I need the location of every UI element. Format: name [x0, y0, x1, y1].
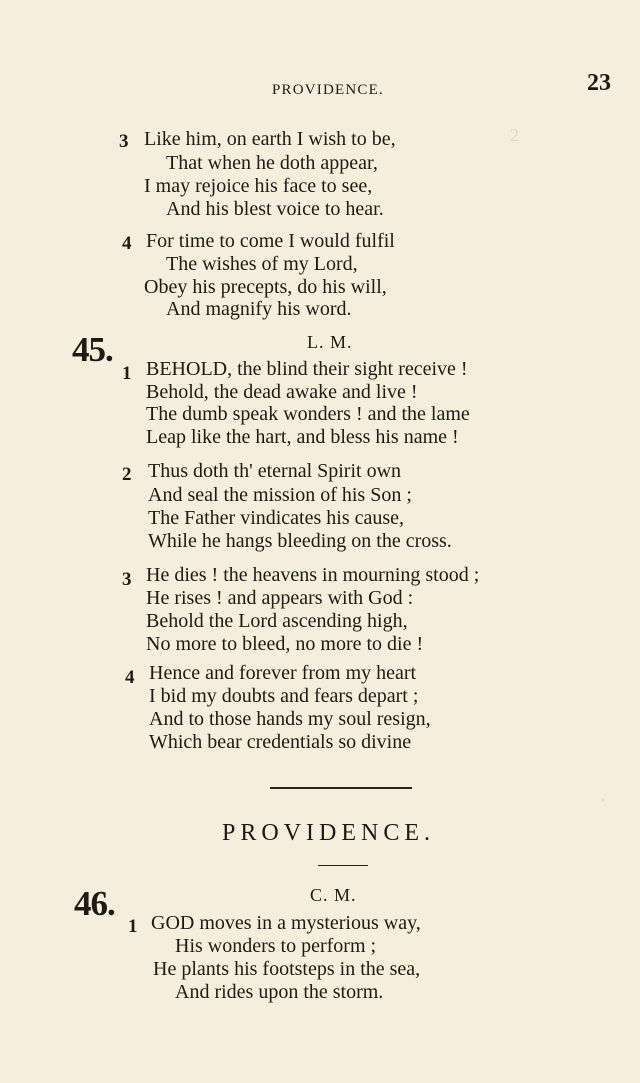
- verse-line: I bid my doubts and fears depart ;: [149, 685, 419, 707]
- verse-line: And his blest voice to hear.: [166, 198, 384, 220]
- verse-line: He rises ! and appears with God :: [146, 587, 414, 609]
- bleed-through-mark: 2: [510, 125, 519, 145]
- verse-line: That when he doth appear,: [166, 152, 378, 174]
- verse-line: Like him, on earth I wish to be,: [144, 128, 396, 150]
- verse-line: GOD moves in a mysterious way,: [151, 912, 421, 934]
- verse-line: Obey his precepts, do his will,: [144, 276, 387, 298]
- meter-label: L. M.: [307, 332, 353, 352]
- heading-rule: [318, 865, 368, 866]
- verse-line: BEHOLD, the blind their sight receive !: [146, 358, 468, 380]
- verse-line: I may rejoice his face to see,: [144, 175, 373, 197]
- hymn-number: 46.: [74, 884, 115, 923]
- stanza-number: 1: [128, 916, 138, 937]
- verse-line: While he hangs bleeding on the cross.: [148, 530, 452, 552]
- stanza-number: 4: [125, 667, 135, 688]
- verse-line: Hence and forever from my heart: [149, 662, 417, 684]
- verse-line: And rides upon the storm.: [175, 981, 384, 1003]
- verse-line: And seal the mission of his Son ;: [148, 484, 412, 506]
- verse-line: Behold the Lord ascending high,: [146, 610, 408, 632]
- verse-line: For time to come I would fulfil: [146, 230, 395, 252]
- verse-line: His wonders to perform ;: [175, 935, 377, 957]
- verse-line: The wishes of my Lord,: [166, 253, 358, 275]
- verse-line: Thus doth th' eternal Spirit own: [148, 460, 402, 482]
- hymn-number: 45.: [72, 330, 113, 369]
- section-heading: PROVIDENCE.: [222, 820, 436, 846]
- meter-label: C. M.: [310, 885, 357, 905]
- verse-line: Leap like the hart, and bless his name !: [146, 426, 459, 448]
- stanza-number: 3: [119, 131, 129, 152]
- verse-line: No more to bleed, no more to die !: [146, 633, 424, 655]
- verse-line: Behold, the dead awake and live !: [146, 381, 418, 403]
- running-header: PROVIDENCE.: [272, 82, 384, 98]
- stanza-number: 2: [122, 464, 132, 485]
- bleed-through-mark: ·: [600, 790, 606, 810]
- stanza-number: 4: [122, 233, 132, 254]
- section-divider: [270, 787, 412, 789]
- verse-line: He dies ! the heavens in mourning stood ;: [146, 564, 480, 586]
- verse-line: The dumb speak wonders ! and the lame: [146, 403, 470, 425]
- verse-line: And to those hands my soul resign,: [149, 708, 431, 730]
- verse-line: The Father vindicates his cause,: [148, 507, 405, 529]
- verse-line: Which bear credentials so divine: [149, 731, 412, 753]
- page-number: 23: [587, 70, 611, 96]
- verse-line: He plants his footsteps in the sea,: [153, 958, 421, 980]
- stanza-number: 3: [122, 569, 132, 590]
- verse-line: And magnify his word.: [166, 298, 352, 320]
- stanza-number: 1: [122, 363, 132, 384]
